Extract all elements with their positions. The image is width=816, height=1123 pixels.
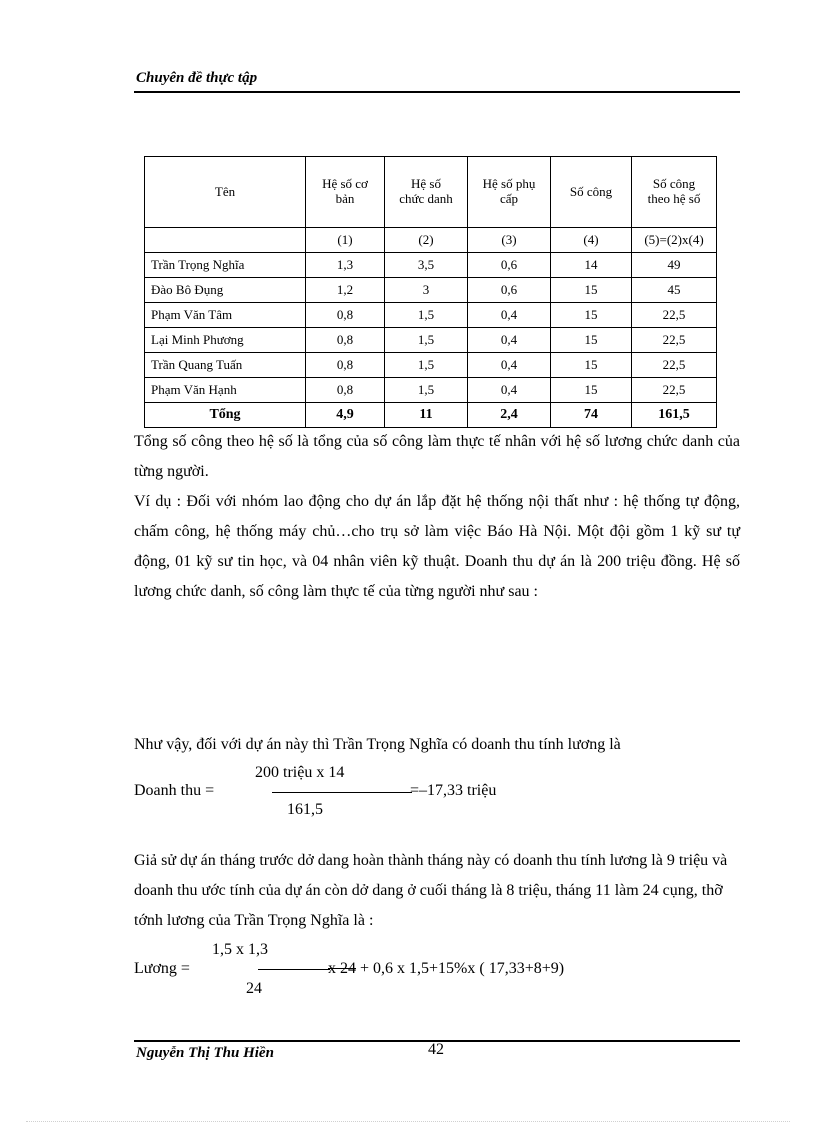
salary-table [144,156,717,428]
formula2-fraction-bar [258,969,330,970]
table-row: Trần Quang Tuấn 0,8 1,5 0,4 15 22,5 [145,353,717,378]
table-header-row [145,157,717,228]
col-header-base-coef: Hệ số cơ bản [306,157,385,228]
col-header-name: Tên [145,157,306,228]
formula1-denominator: 161,5 [287,801,323,818]
table-total-row: Tổng 4,9 11 2,4 74 161,5 [145,403,717,428]
paragraph-revenue-intro: Như vậy, đối với dự án này thì Trần Trọng Nghĩa có doanh thu tính lương là [134,736,621,753]
formula1-result: =–17,33 triệu [410,782,497,799]
table-row: Phạm Văn Tâm 0,8 1,5 0,4 15 22,5 [145,303,717,328]
footer-author: Nguyễn Thị Thu Hiền [136,1045,274,1061]
table-row: Trần Trọng Nghĩa 1,3 3,5 0,6 14 49 [145,253,717,278]
table-row: Phạm Văn Hạnh 0,8 1,5 0,4 15 22,5 [145,378,717,403]
formula2-numerator: 1,5 x 1,3 [212,941,268,958]
header-title: Chuyên đề thực tập [136,70,258,86]
formula2-label: Lương = [134,960,190,977]
col-header-workdays: Số công [551,157,632,228]
table-row: Lại Minh Phương 0,8 1,5 0,4 15 22,5 [145,328,717,353]
paragraph-definition: Tổng số công theo hệ số là tổng của số công làm thực tế nhân với hệ số lương chức danh của từng người. [134,433,740,480]
formula1-label: Doanh thu = [134,782,215,799]
col-header-weighted-workdays: Số công theo hệ số [632,157,717,228]
formula1-numerator: 200 triệu x 14 [255,764,345,781]
page-bottom-dotted-rule [26,1121,790,1122]
table-index-row: (1) (2) (3) (4) (5)=(2)x(4) [145,228,717,253]
page-number: 42 [428,1041,444,1058]
formula2-tail: x 24 + 0,6 x 1,5+15%x ( 17,33+8+9) [328,960,565,977]
col-header-allowance-coef: Hệ số phụ cấp [468,157,551,228]
header-rule [134,91,740,93]
table-row: Đào Bô Đụng 1,2 3 0,6 15 45 [145,278,717,303]
paragraph-example: Ví dụ : Đối với nhóm lao động cho dự án lắp đặt hệ thống nội thất như : hệ thống tự động, chấm công, hệ thống máy chủ…cho trụ sở làm việc Báo Hà Nội. Một đội gồm 1 kỹ sư tự động, 01 kỹ sư tin học, và 04 nhân viên kỹ thuật. Doanh thu dự án là 200 triệu đồng. Hệ số lương chức danh, số công làm thực tế của từng người như sau : [134,493,740,600]
formula2-denominator: 24 [246,980,262,997]
paragraph-assumption: Giả sử dự án tháng trước dở dang hoàn thành tháng này có doanh thu tính lương là 9 triệu và doanh thu ước tính của dự án còn dở dang ở cuối tháng là 8 triệu, tháng 11 làm 24 cụng, thỡ tớnh lương của Trần Trọng Nghĩa là : [134,852,728,929]
body-text-block [134,427,740,607]
formula1-fraction-bar [272,792,412,793]
col-header-title-coef: Hệ số chức danh [385,157,468,228]
